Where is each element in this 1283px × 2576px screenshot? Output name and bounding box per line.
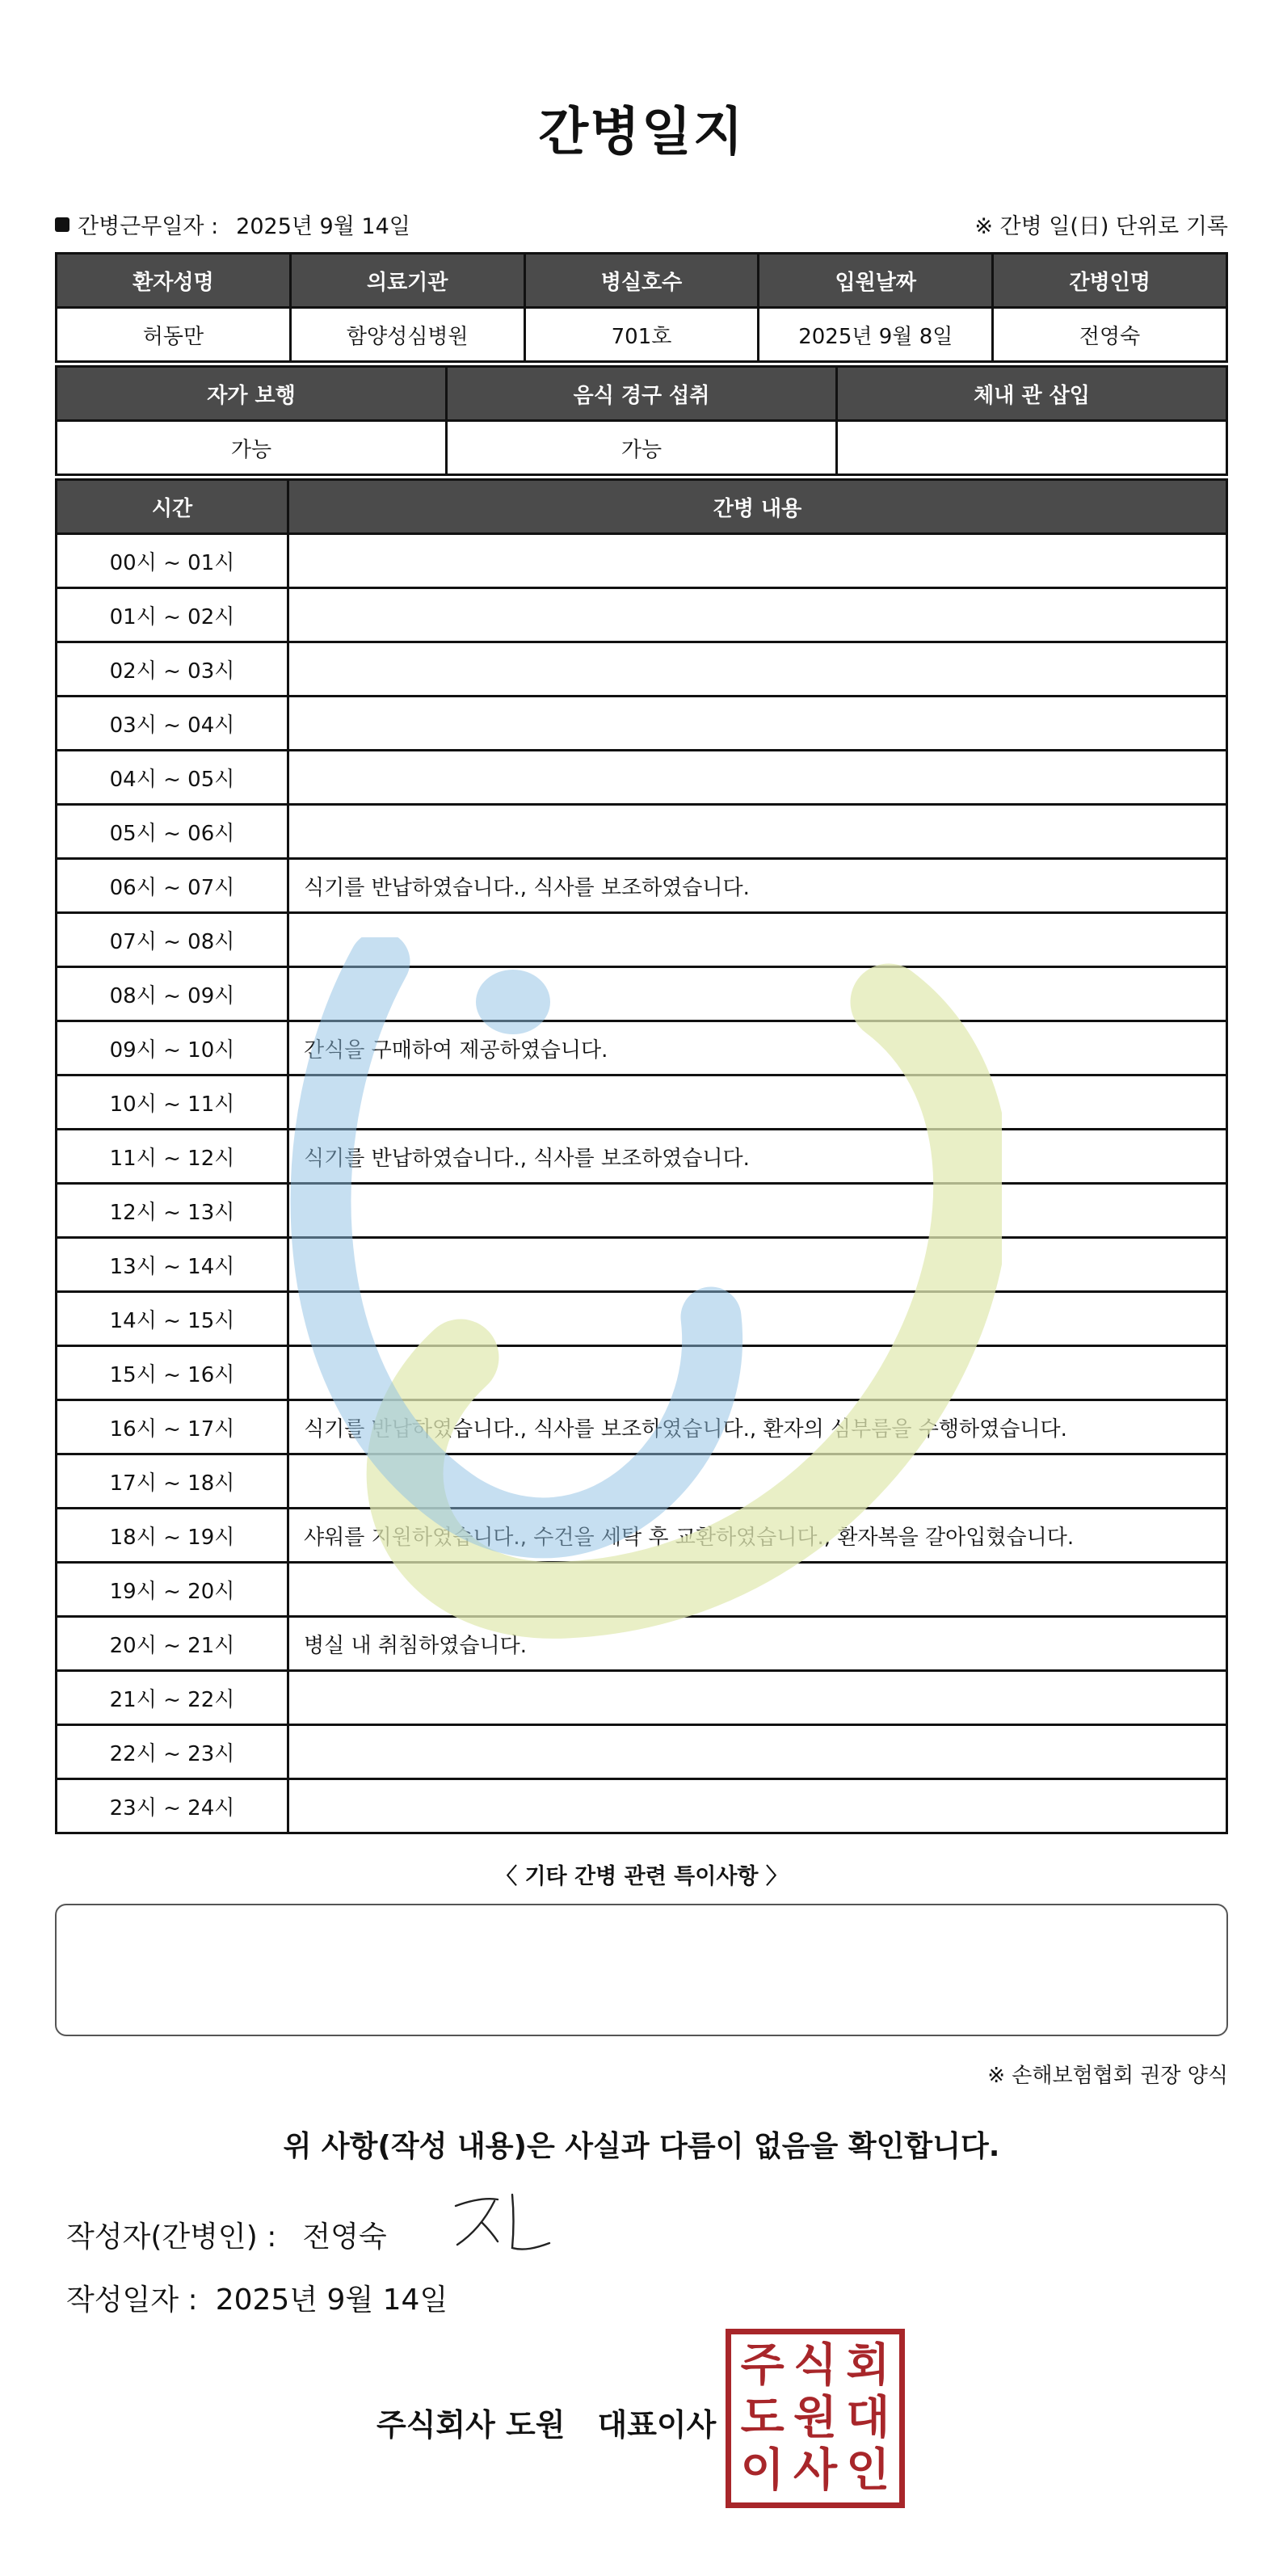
log-time: 02시 ~ 03시 — [57, 642, 288, 697]
table-row — [57, 1346, 1227, 1400]
page-title: 간병일지 — [538, 103, 745, 162]
log-content: 병실 내 취침하였습니다. — [288, 1617, 1227, 1671]
log-time: 10시 ~ 11시 — [57, 1075, 288, 1130]
writer-row — [66, 2214, 387, 2255]
write-date-label: 작성일자 : — [66, 2283, 198, 2317]
log-content — [288, 1292, 1227, 1346]
table-row — [57, 805, 1227, 859]
patient-name: 허동만 — [57, 308, 291, 362]
log-time: 18시 ~ 19시 — [57, 1509, 288, 1563]
log-content — [288, 1184, 1227, 1238]
special-notes-box — [55, 1904, 1228, 2036]
log-time: 06시 ~ 07시 — [57, 859, 288, 913]
stamp-char: 이 — [740, 2444, 785, 2498]
stamp-char: 대 — [846, 2391, 890, 2444]
info-header: 의료기관 — [290, 254, 524, 308]
handwritten-signature — [449, 2188, 554, 2261]
table-row — [57, 1617, 1227, 1671]
patient-status-table — [55, 365, 1228, 476]
log-content — [288, 534, 1227, 588]
stamp-char: 사 — [793, 2444, 838, 2498]
log-time: 01시 ~ 02시 — [57, 588, 288, 642]
hospital-name: 함양성심병원 — [290, 308, 524, 362]
company-signature-line — [376, 2400, 716, 2444]
log-content: 샤워를 지원하였습니다., 수건을 세탁 후 교환하였습니다., 환자복을 갈아입혔습니다. — [288, 1509, 1227, 1563]
info-header: 입원날짜 — [759, 254, 993, 308]
work-date-label: 간병근무일자 : — [78, 214, 219, 239]
log-header-time: 시간 — [57, 480, 288, 534]
log-content: 식기를 반납하였습니다., 식사를 보조하였습니다., 환자의 심부름을 수행하였습니다. — [288, 1400, 1227, 1454]
log-time: 17시 ~ 18시 — [57, 1454, 288, 1509]
table-row — [57, 1454, 1227, 1509]
table-row — [57, 1671, 1227, 1725]
log-content — [288, 1238, 1227, 1292]
bullet-square-icon — [55, 217, 69, 232]
walking-status: 가능 — [57, 421, 447, 475]
confirmation-statement: 위 사항(작성 내용)은 사실과 다름이 없음을 확인합니다. — [283, 2130, 1000, 2163]
care-log-table — [55, 478, 1228, 1834]
log-time: 14시 ~ 15시 — [57, 1292, 288, 1346]
log-content — [288, 1725, 1227, 1779]
tube-status — [837, 421, 1227, 475]
stamp-char: 주 — [740, 2338, 785, 2392]
admission-date: 2025년 9월 8일 — [759, 308, 993, 362]
log-content — [288, 1454, 1227, 1509]
table-row — [57, 697, 1227, 751]
table-row — [57, 967, 1227, 1021]
log-content — [288, 751, 1227, 805]
log-content: 식기를 반납하였습니다., 식사를 보조하였습니다. — [288, 859, 1227, 913]
company-name: 주식회사 도원 — [376, 2407, 566, 2443]
stamp-char: 원 — [793, 2391, 838, 2444]
table-row — [57, 1130, 1227, 1184]
write-date-row — [66, 2277, 448, 2318]
table-row — [57, 859, 1227, 913]
log-content — [288, 1779, 1227, 1833]
log-content — [288, 967, 1227, 1021]
log-content — [288, 642, 1227, 697]
patient-info-table — [55, 252, 1228, 363]
log-time: 04시 ~ 05시 — [57, 751, 288, 805]
table-row — [57, 1292, 1227, 1346]
table-row — [57, 1400, 1227, 1454]
table-row — [57, 1184, 1227, 1238]
log-time: 11시 ~ 12시 — [57, 1130, 288, 1184]
log-content — [288, 697, 1227, 751]
table-row — [57, 1563, 1227, 1617]
status-header: 음식 경구 섭취 — [447, 367, 837, 421]
caregiver-name: 전영숙 — [993, 308, 1227, 362]
log-content — [288, 588, 1227, 642]
log-time: 00시 ~ 01시 — [57, 534, 288, 588]
log-time: 05시 ~ 06시 — [57, 805, 288, 859]
table-row — [57, 642, 1227, 697]
write-date-value: 2025년 9월 14일 — [215, 2283, 448, 2317]
log-time: 08시 ~ 09시 — [57, 967, 288, 1021]
log-time: 22시 ~ 23시 — [57, 1725, 288, 1779]
oral-intake-status: 가능 — [447, 421, 837, 475]
writer-name: 전영숙 — [302, 2220, 387, 2254]
log-time: 23시 ~ 24시 — [57, 1779, 288, 1833]
log-time: 07시 ~ 08시 — [57, 913, 288, 967]
table-row — [57, 588, 1227, 642]
log-time: 09시 ~ 10시 — [57, 1021, 288, 1075]
table-row — [57, 913, 1227, 967]
log-time: 13시 ~ 14시 — [57, 1238, 288, 1292]
representative-title: 대표이사 — [597, 2407, 717, 2443]
info-header: 간병인명 — [993, 254, 1227, 308]
table-row — [57, 1075, 1227, 1130]
log-time: 16시 ~ 17시 — [57, 1400, 288, 1454]
log-time: 03시 ~ 04시 — [57, 697, 288, 751]
log-header-content: 간병 내용 — [288, 480, 1227, 534]
table-row — [57, 751, 1227, 805]
table-row — [57, 1779, 1227, 1833]
table-row — [57, 1021, 1227, 1075]
log-content — [288, 913, 1227, 967]
stamp-char: 인 — [846, 2444, 890, 2498]
log-time: 20시 ~ 21시 — [57, 1617, 288, 1671]
log-time: 19시 ~ 20시 — [57, 1563, 288, 1617]
log-time: 21시 ~ 22시 — [57, 1671, 288, 1725]
unit-note: ※ 간병 일(日) 단위로 기록 — [974, 214, 1228, 239]
log-time: 12시 ~ 13시 — [57, 1184, 288, 1238]
table-row — [57, 1509, 1227, 1563]
notes-title: 〈 기타 간병 관련 특이사항 〉 — [495, 1864, 788, 1889]
work-date-row — [55, 208, 410, 240]
log-content — [288, 1075, 1227, 1130]
status-header: 체내 관 삽입 — [837, 367, 1227, 421]
writer-label: 작성자(간병인) : — [66, 2220, 277, 2254]
log-content — [288, 805, 1227, 859]
stamp-char: 도 — [740, 2391, 785, 2444]
table-row — [57, 1725, 1227, 1779]
log-content: 간식을 구매하여 제공하였습니다. — [288, 1021, 1227, 1075]
info-header: 환자성명 — [57, 254, 291, 308]
info-header: 병실호수 — [524, 254, 759, 308]
log-content — [288, 1671, 1227, 1725]
log-time: 15시 ~ 16시 — [57, 1346, 288, 1400]
log-content — [288, 1563, 1227, 1617]
log-content: 식기를 반납하였습니다., 식사를 보조하였습니다. — [288, 1130, 1227, 1184]
stamp-char: 회 — [846, 2338, 890, 2392]
form-source-note: ※ 손해보험협회 권장 양식 — [987, 2064, 1228, 2088]
status-header: 자가 보행 — [57, 367, 447, 421]
table-row — [57, 1238, 1227, 1292]
room-number: 701호 — [524, 308, 759, 362]
stamp-char: 식 — [793, 2338, 838, 2392]
table-row — [57, 534, 1227, 588]
company-seal-stamp — [726, 2329, 905, 2508]
log-content — [288, 1346, 1227, 1400]
work-date-value: 2025년 9월 14일 — [236, 214, 410, 239]
